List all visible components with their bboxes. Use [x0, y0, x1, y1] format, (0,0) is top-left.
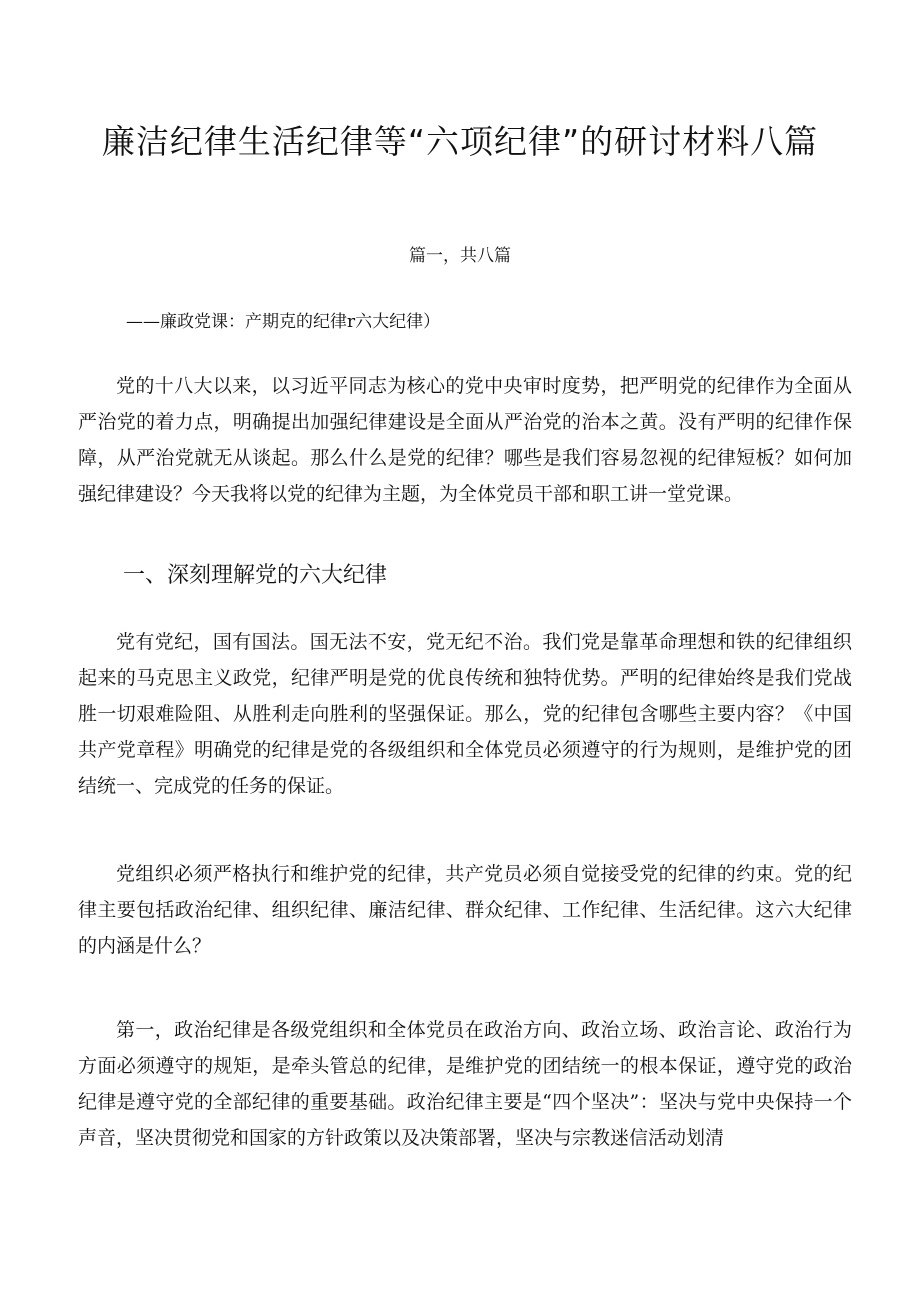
- section-heading: 一、深刻理解党的六大纪律: [123, 563, 388, 588]
- document-title: 廉洁纪律生活纪律等“六项纪律”的研讨材料八篇: [101, 122, 819, 161]
- paragraph-intro: 党的十八大以来，以习近平同志为核心的党中央审时度势，把严明党的纪律作为全面从严治党的着力点，明确提出加强纪律建设是全面从严治党的治本之黄。没有严明的纪律作保障，从严治党就无从谈起。那么什么是党的纪律？哪些是我们容易忽视的纪律短板？如何加强纪律建设？今天我将以党的纪律为主题，为全体党员干部和职工讲一堂党课。: [78, 375, 852, 505]
- part-label: 篇一，共八篇: [409, 246, 511, 266]
- document-subtitle: ——廉政党课：产期克的纪律r六大纪律）: [126, 312, 441, 332]
- paragraph-political-discipline: 第一，政治纪律是各级党组织和全体党员在政治方向、政治立场、政治言论、政治行为方面必须遵守的规矩，是牵头管总的纪律，是维护党的团结统一的根本保证，遵守党的政治纪律是遵守党的全部纪律的重要基础。政治纪律主要是“四个坚决”：坚决与党中央保持一个声音，坚决贯彻党和国家的方针政策以及决策部署，坚决与宗教迷信活动划清: [78, 1019, 852, 1149]
- paragraph-six-disciplines: 党组织必须严格执行和维护党的纪律，共产党员必须自觉接受党的纪律的约束。党的纪律主要包括政治纪律、组织纪律、廉洁纪律、群众纪律、工作纪律、生活纪律。这六大纪律的内涵是什么？: [78, 863, 852, 957]
- paragraph-party-discipline: 党有党纪，国有国法。国无法不安，党无纪不治。我们党是靠革命理想和铁的纪律组织起来的马克思主义政党，纪律严明是党的优良传统和独特优势。严明的纪律始终是我们党战胜一切艰难险阻、从胜利走向胜利的坚强保证。那么，党的纪律包含哪些主要内容？《中国共产党章程》明确党的纪律是党的各级组织和全体党员必须遵守的行为规则，是维护党的团结统一、完成党的任务的保证。: [78, 631, 852, 797]
